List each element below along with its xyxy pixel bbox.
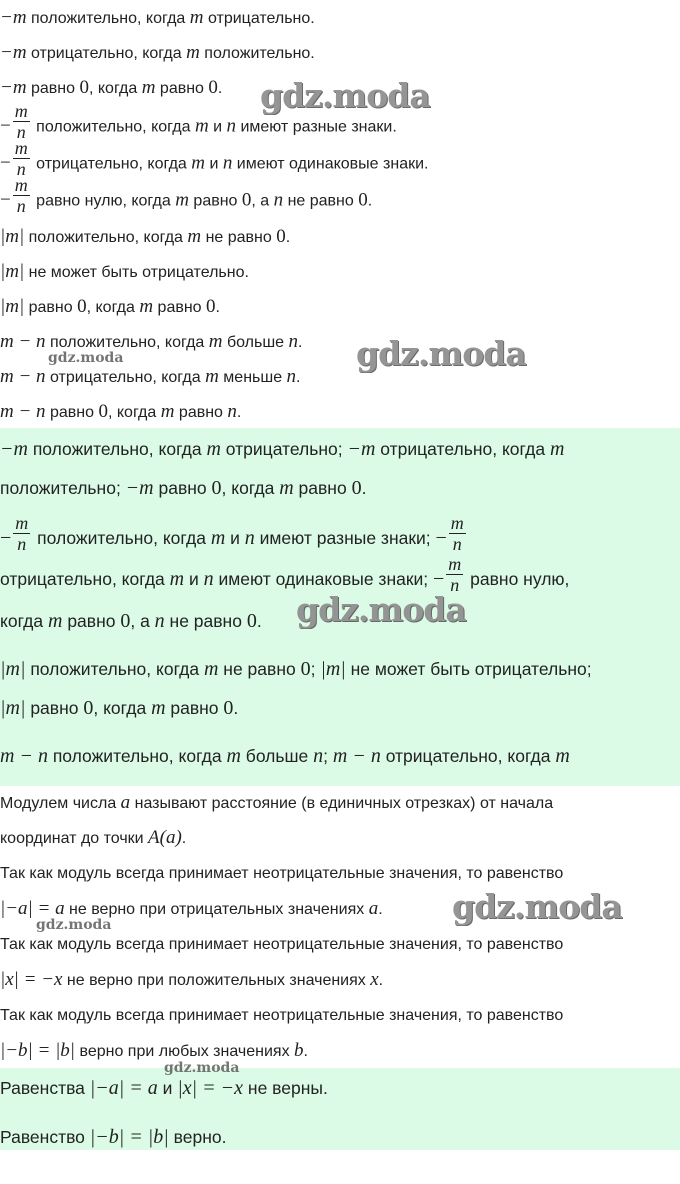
text: . <box>236 404 242 421</box>
math-expr: −m <box>0 77 27 98</box>
math-var: n <box>273 189 284 211</box>
text: Равенство <box>0 1127 90 1147</box>
text: равно <box>293 478 352 498</box>
math-expr: |−a| = a <box>89 1077 158 1099</box>
text: положительно, когда <box>24 229 188 246</box>
answer-line <box>0 1126 226 1148</box>
text: положительно, когда <box>47 746 227 766</box>
math-expr: m − n <box>0 331 46 352</box>
text: отрицательно; <box>220 439 348 459</box>
watermark-logo-small: gdz.moda <box>48 350 124 366</box>
explanation-line <box>0 935 563 955</box>
definition-line <box>0 828 186 848</box>
text: равно <box>174 404 228 421</box>
numerator: m <box>14 138 28 158</box>
math-num: 0 <box>208 77 218 98</box>
statement-line <box>0 402 241 422</box>
math-num: 0 <box>120 610 131 632</box>
explanation-line <box>0 1006 563 1026</box>
math-expr: |−b| = |b| <box>89 1126 169 1148</box>
watermark-logo: gdz.moda <box>296 590 466 629</box>
math-expr: |−a| = a <box>0 898 65 919</box>
math-expr: m − n <box>0 745 48 767</box>
math-num: 0 <box>83 697 94 719</box>
math-var: m <box>549 438 565 460</box>
math-var: a <box>368 898 379 919</box>
math-var: x <box>370 969 379 990</box>
text: и <box>184 569 204 590</box>
numerator: m <box>15 513 29 533</box>
fraction <box>13 139 30 178</box>
text: ; <box>310 659 321 679</box>
text: , когда <box>93 698 152 718</box>
statement-line <box>0 332 302 352</box>
math-var: n <box>154 610 165 632</box>
numerator: m <box>14 101 28 121</box>
math-expr: |m| <box>0 697 26 719</box>
numerator: m <box>14 175 28 195</box>
math-var: m <box>169 568 185 591</box>
text: и <box>208 118 227 136</box>
text: не верно при положительных значениях <box>62 972 371 989</box>
statement-line <box>0 78 222 98</box>
text: называют расстояние (в единичных отрезках) от начала <box>130 795 554 812</box>
text: верно при любых значениях <box>75 1043 295 1060</box>
math-num: 0 <box>77 296 87 317</box>
math-expr: A(a) <box>148 827 182 848</box>
statement-line <box>0 101 397 142</box>
text: равно <box>26 80 80 97</box>
text: больше <box>240 746 314 766</box>
statement-line <box>0 367 301 387</box>
text: отрицательно, когда <box>380 746 556 766</box>
text: , когда <box>221 478 280 498</box>
text: положительно, когда <box>27 439 207 459</box>
fraction <box>449 514 466 553</box>
definition-line <box>0 793 553 813</box>
answer-line <box>0 745 570 767</box>
fraction <box>13 102 30 141</box>
statement-line <box>0 175 373 216</box>
text: и <box>157 1078 178 1098</box>
minus-sign: − <box>433 568 445 591</box>
math-var: n <box>286 366 297 387</box>
answer-line <box>0 513 468 554</box>
text: , а <box>251 192 274 210</box>
statement-line <box>0 297 220 317</box>
fraction <box>13 514 30 553</box>
text: не верно при отрицательных значениях <box>64 901 369 918</box>
math-expr: m − n <box>0 401 46 422</box>
answer-line <box>0 1077 328 1099</box>
math-expr: m − n <box>332 745 381 767</box>
math-expr: m − n <box>0 366 46 387</box>
text: равно <box>188 192 242 210</box>
text: , когда <box>88 80 142 97</box>
text: Так как модуль всегда принимает неотрицательные значения, то равенство <box>0 865 564 882</box>
minus-sign: − <box>0 152 11 174</box>
text: Так как модуль всегда принимает неотрицательные значения, то равенство <box>0 936 564 953</box>
minus-sign: − <box>0 115 11 137</box>
answer-line <box>0 610 262 632</box>
watermark-logo-small: gdz.moda <box>164 1060 240 1076</box>
text: положительно, когда <box>26 10 190 27</box>
text: и <box>205 155 223 173</box>
math-var: m <box>210 527 226 550</box>
text: верно. <box>168 1127 227 1147</box>
text: положительно. <box>199 45 315 62</box>
denominator: n <box>16 159 26 179</box>
text: . <box>215 299 220 316</box>
statement-line <box>0 227 290 247</box>
math-var: n <box>288 331 299 352</box>
math-var: m <box>205 366 219 387</box>
text: имеют одинаковые знаки. <box>232 155 429 173</box>
math-var: n <box>222 152 233 174</box>
denominator: n <box>16 196 26 216</box>
denominator: n <box>17 534 27 554</box>
math-expr: −m <box>0 42 27 63</box>
text: не равно <box>218 659 301 679</box>
text: . <box>378 901 383 918</box>
text: отрицательно. <box>203 10 315 27</box>
text: имеют разные знаки. <box>236 118 397 136</box>
math-var: m <box>208 331 223 352</box>
text: координат до точки <box>0 830 149 847</box>
math-expr: |m| <box>0 261 25 282</box>
text: не равно <box>283 192 359 210</box>
minus-sign: − <box>0 189 11 211</box>
math-num: 0 <box>351 477 362 499</box>
text: равно <box>153 299 207 316</box>
text: отрицательно, когда <box>31 155 192 173</box>
math-expr: −m <box>0 7 27 28</box>
math-expr: −m <box>347 438 376 460</box>
text: , а <box>130 611 155 631</box>
text: , когда <box>86 299 140 316</box>
math-var: m <box>187 226 202 247</box>
math-num: 0 <box>241 189 252 211</box>
text: равно <box>25 698 84 718</box>
text: отрицательно, когда <box>375 439 550 459</box>
text: не может быть отрицательно; <box>345 659 592 679</box>
math-expr: |x| = −x <box>177 1077 244 1099</box>
statement-line <box>0 8 315 28</box>
text: . <box>285 229 291 246</box>
text: Равенства <box>0 1078 90 1098</box>
math-expr: −m <box>125 477 154 499</box>
denominator: n <box>450 575 460 595</box>
math-num: 0 <box>246 610 257 632</box>
text: отрицательно, когда <box>0 569 170 590</box>
text: . <box>367 192 373 210</box>
math-var: m <box>203 658 219 680</box>
math-expr: |m| <box>0 658 26 680</box>
text: имеют одинаковые знаки; <box>213 569 433 590</box>
text: положительно; <box>0 478 126 498</box>
text: . <box>296 369 301 386</box>
math-var: m <box>206 438 221 460</box>
math-var: m <box>48 610 63 632</box>
answer-line <box>0 477 366 499</box>
text: равно <box>153 478 212 498</box>
text: не равно <box>201 229 277 246</box>
text: равно <box>24 299 78 316</box>
text: . <box>256 611 262 631</box>
answer-line <box>0 697 238 719</box>
answer-line <box>0 658 592 680</box>
math-expr: |−b| = |b| <box>0 1040 76 1061</box>
watermark-logo-small: gdz.moda <box>36 917 112 933</box>
math-var: n <box>226 115 236 137</box>
math-var: m <box>555 745 570 767</box>
text: равно <box>155 80 209 97</box>
text: Так как модуль всегда принимает неотрицательные значения, то равенство <box>0 1007 564 1024</box>
math-expr: |m| <box>0 226 25 247</box>
text: . <box>217 80 223 97</box>
math-var: m <box>189 7 204 28</box>
math-var: n <box>244 527 255 550</box>
math-num: 0 <box>276 226 286 247</box>
text: . <box>378 972 384 989</box>
text: не равно <box>164 611 247 631</box>
answer-line <box>0 438 564 460</box>
math-var: m <box>160 401 175 422</box>
math-num: 0 <box>98 401 108 422</box>
math-var: m <box>175 189 189 211</box>
text: . <box>181 830 187 847</box>
math-var: m <box>186 42 200 63</box>
math-var: a <box>120 792 131 813</box>
math-var: m <box>151 697 166 719</box>
text: положительно, когда <box>45 334 209 351</box>
math-var: m <box>194 115 209 137</box>
statement-line <box>0 262 249 282</box>
text: равно <box>62 611 121 631</box>
math-num: 0 <box>300 658 311 680</box>
text: . <box>361 478 367 498</box>
math-num: 0 <box>223 697 234 719</box>
answer-line <box>0 554 570 595</box>
text: ; <box>323 746 333 766</box>
math-expr: |x| = −x <box>0 969 63 990</box>
text: положительно, когда <box>32 528 211 549</box>
text: положительно, когда <box>25 659 204 679</box>
minus-sign: − <box>435 527 447 550</box>
text: . <box>303 1043 308 1060</box>
text: меньше <box>218 369 287 386</box>
text: Модулем числа <box>0 795 121 812</box>
math-expr: |m| <box>0 296 25 317</box>
math-var: m <box>141 77 156 98</box>
text: . <box>233 698 239 718</box>
math-expr: −m <box>0 438 28 460</box>
text: и <box>225 528 245 549</box>
text: больше <box>222 334 289 351</box>
math-var: m <box>279 477 294 499</box>
explanation-line <box>0 970 383 990</box>
explanation-line <box>0 1041 308 1061</box>
math-num: 0 <box>358 189 368 211</box>
denominator: n <box>452 534 462 554</box>
text: равно <box>45 404 99 421</box>
math-var: n <box>313 745 324 767</box>
text: . <box>298 334 303 351</box>
watermark-logo: gdz.moda <box>356 334 526 373</box>
minus-sign: − <box>0 527 12 550</box>
text: положительно, когда <box>31 118 195 136</box>
text: равно нулю, <box>465 569 570 590</box>
math-expr: |m| <box>320 658 346 680</box>
statement-line <box>0 138 429 179</box>
explanation-line <box>0 864 563 884</box>
text: имеют разные знаки; <box>254 528 436 549</box>
text: отрицательно, когда <box>26 45 187 62</box>
math-num: 0 <box>79 77 89 98</box>
text: когда <box>0 611 48 631</box>
text: отрицательно, когда <box>45 369 206 386</box>
numerator: m <box>448 554 462 574</box>
math-var: m <box>226 745 241 767</box>
math-var: m <box>191 152 206 174</box>
math-num: 0 <box>211 477 222 499</box>
text: равно <box>165 698 224 718</box>
numerator: m <box>450 513 464 533</box>
math-var: m <box>139 296 154 317</box>
text: не верны. <box>243 1078 328 1098</box>
math-var: b <box>294 1040 304 1061</box>
math-var: n <box>203 568 214 591</box>
statement-line <box>0 43 315 63</box>
watermark-logo: gdz.moda <box>452 887 622 926</box>
fraction <box>446 555 463 594</box>
watermark-logo: gdz.moda <box>260 76 430 115</box>
math-var: n <box>227 401 237 422</box>
fraction <box>13 176 30 215</box>
math-num: 0 <box>206 296 216 317</box>
explanation-line <box>0 899 383 919</box>
text: не может быть отрицательно. <box>24 264 249 281</box>
text: равно нулю, когда <box>31 192 176 210</box>
denominator: n <box>16 122 26 142</box>
text: , когда <box>107 404 161 421</box>
